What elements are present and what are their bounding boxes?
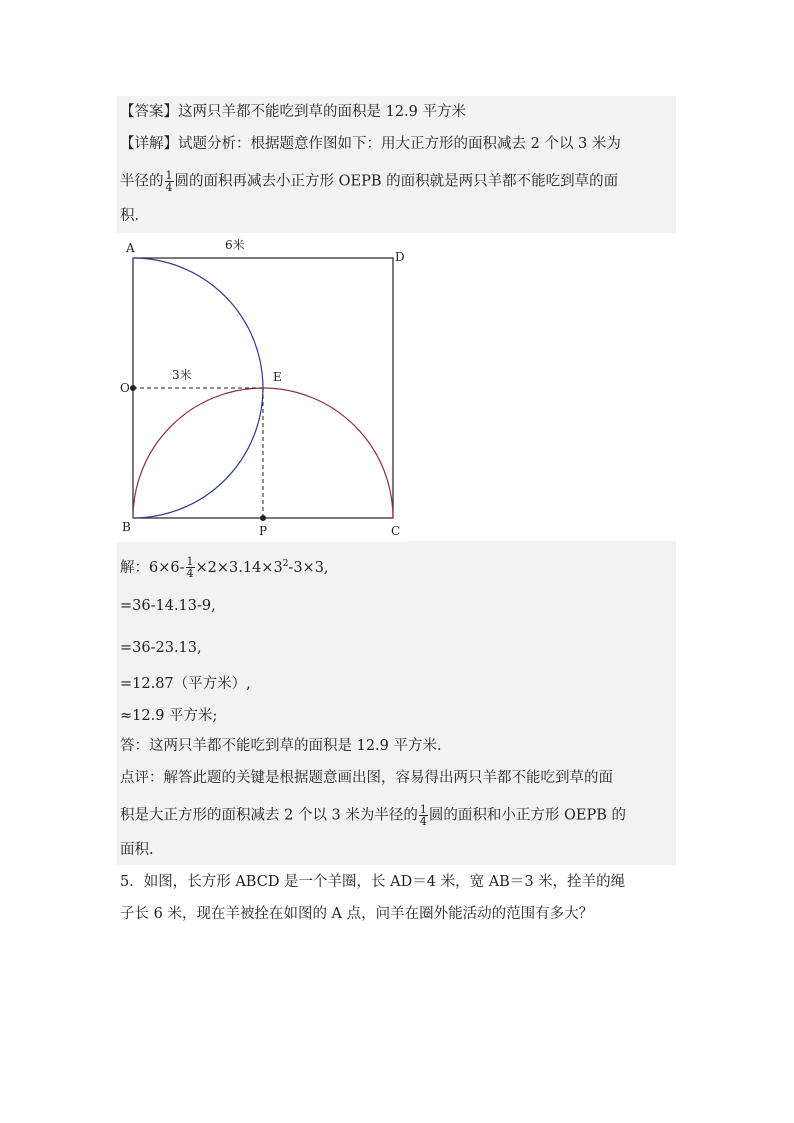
geometry-figure xyxy=(117,237,407,542)
comment-quarter-fraction: $\frac{1}{4}$ xyxy=(419,803,427,828)
answer-line xyxy=(120,102,466,122)
answer-label: 【答案】 xyxy=(120,104,178,120)
label-O: O xyxy=(120,381,130,395)
solution-text-1-end: -3×3, xyxy=(288,559,329,576)
detail-line-1 xyxy=(120,134,621,154)
label-radius-length: 3米 xyxy=(172,368,192,382)
question-5-line-1: 5．如图，长方形 ABCD 是一个羊圈，长 AD＝4 米，宽 AB＝3 米，拴羊的绳 xyxy=(120,874,626,890)
solution-line-1 xyxy=(120,554,329,579)
label-D: D xyxy=(395,250,405,264)
comment-line-1: 点评：解答此题的关键是根据题意画出图，容易得出两只羊都不能吃到草的面 xyxy=(120,770,613,786)
solution-line-5: ≈12.9 平方米; xyxy=(120,708,218,724)
solution-text-1-post: ×2×3.14×3 xyxy=(195,559,283,576)
solution-exponent: 2 xyxy=(282,559,289,569)
solution-quarter-fraction: $\frac{1}{4}$ xyxy=(186,555,194,581)
comment-text-2-post: 圆的面积和小正方形 OEPB 的 xyxy=(428,807,626,824)
detail-label: 【详解】 xyxy=(120,136,178,152)
solution-line-6: 答：这两只羊都不能吃到草的面积是 12.9 平方米. xyxy=(120,738,442,754)
solution-line-2: =36-14.13-9, xyxy=(120,598,216,614)
comment-line-2 xyxy=(120,804,626,827)
detail-line-3 xyxy=(120,206,139,226)
quarter-fraction: $\frac{1}{4}$ xyxy=(165,169,173,194)
label-top-length: 6米 xyxy=(225,238,245,252)
point-O xyxy=(130,385,136,391)
answer-text: 这两只羊都不能吃到草的面积是 12.9 平方米 xyxy=(178,104,467,120)
label-B: B xyxy=(122,520,131,534)
detail-text-3: 积. xyxy=(120,208,140,224)
label-E: E xyxy=(273,370,282,384)
label-C: C xyxy=(391,524,401,538)
label-A: A xyxy=(126,241,135,255)
solution-line-4: =12.87（平方米）, xyxy=(120,676,251,692)
detail-text-1: 试题分析：根据题意作图如下：用大正方形的面积减去 2 个以 3 米为 xyxy=(178,136,621,152)
solution-text-1-pre: 解：6×6- xyxy=(120,559,185,576)
comment-text-2-pre: 积是大正方形的面积减去 2 个以 3 米为半径的 xyxy=(120,807,418,824)
figure-background xyxy=(117,237,407,542)
detail-line-2 xyxy=(120,170,618,193)
question-5-line-2: 子长 6 米，现在羊被拴在如图的 A 点，问羊在圈外能活动的范围有多大？ xyxy=(120,906,594,922)
detail-text-2-post: 圆的面积再减去小正方形 OEPB 的面积就是两只羊都不能吃到草的面 xyxy=(174,173,619,190)
label-P: P xyxy=(259,524,268,538)
comment-line-3: 面积. xyxy=(120,842,154,858)
point-P xyxy=(260,515,266,521)
solution-line-3: =36-23.13, xyxy=(120,640,202,656)
detail-text-2-pre: 半径的 xyxy=(120,173,164,190)
